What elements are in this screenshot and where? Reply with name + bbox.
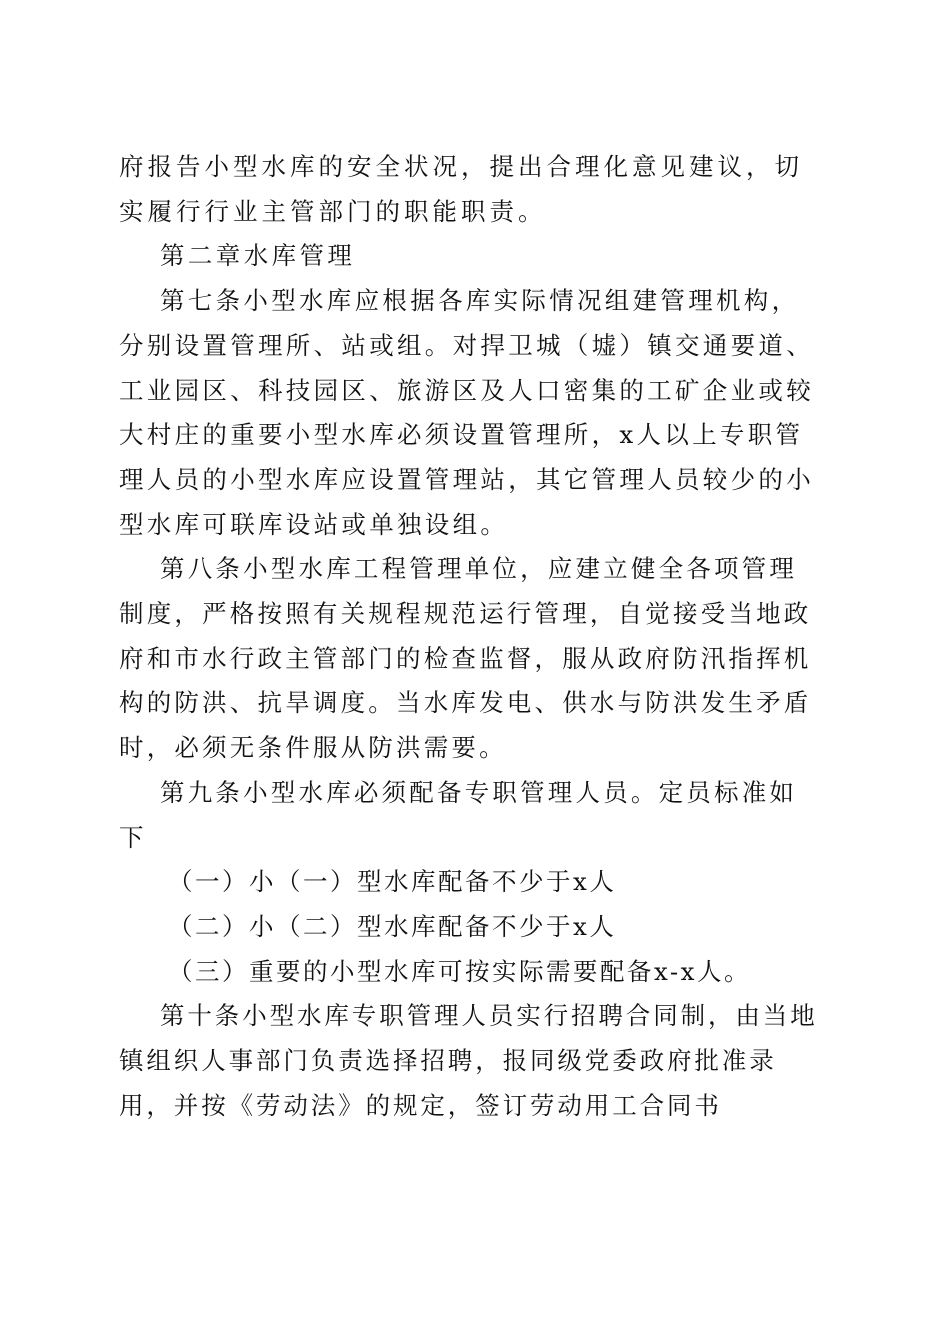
article-8: 第八条小型水库工程管理单位，应建立健全各项管理制度，严格按照有关规程规范运行管理，自觉接受当地政府和市水行政主管部门的检查监督，服从政府防汛指挥机构的防洪、抗旱调度。当水库发电、供水与防洪发生矛盾时，必须无条件服从防洪需要。 bbox=[119, 554, 812, 763]
article-9-item-1: （一）小（一）型水库配备不少于x人 bbox=[168, 867, 617, 897]
chapter-heading: 第二章水库管理 bbox=[160, 241, 356, 271]
article-9-item-3: （三）重要的小型水库可按实际需要配备x-x人。 bbox=[168, 956, 751, 986]
article-9: 第九条小型水库必须配备专职管理人员。定员标准如下 bbox=[119, 777, 798, 852]
body-text bbox=[119, 145, 822, 1128]
article-9-item-2: （二）小（二）型水库配备不少于x人 bbox=[168, 911, 617, 941]
paragraph-continuation: 府报告小型水库的安全状况，提出合理化意见建议，切实履行行业主管部门的职能职责。 bbox=[119, 152, 803, 226]
article-10: 第十条小型水库专职管理人员实行招聘合同制，由当地镇组织人事部门负责选择招聘，报同级党委政府批准录用，并按《劳动法》的规定，签订劳动用工合同书 bbox=[119, 1001, 818, 1120]
article-7: 第七条小型水库应根据各库实际情况组建管理机构，分别设置管理所、站或组。对捍卫城（墟）镇交通要道、工业园区、科技园区、旅游区及人口密集的工矿企业或较大村庄的重要小型水库必须设置管理所，x人以上专职管理人员的小型水库应设置管理站，其它管理人员较少的小型水库可联库设站或单独设组。 bbox=[119, 286, 814, 539]
